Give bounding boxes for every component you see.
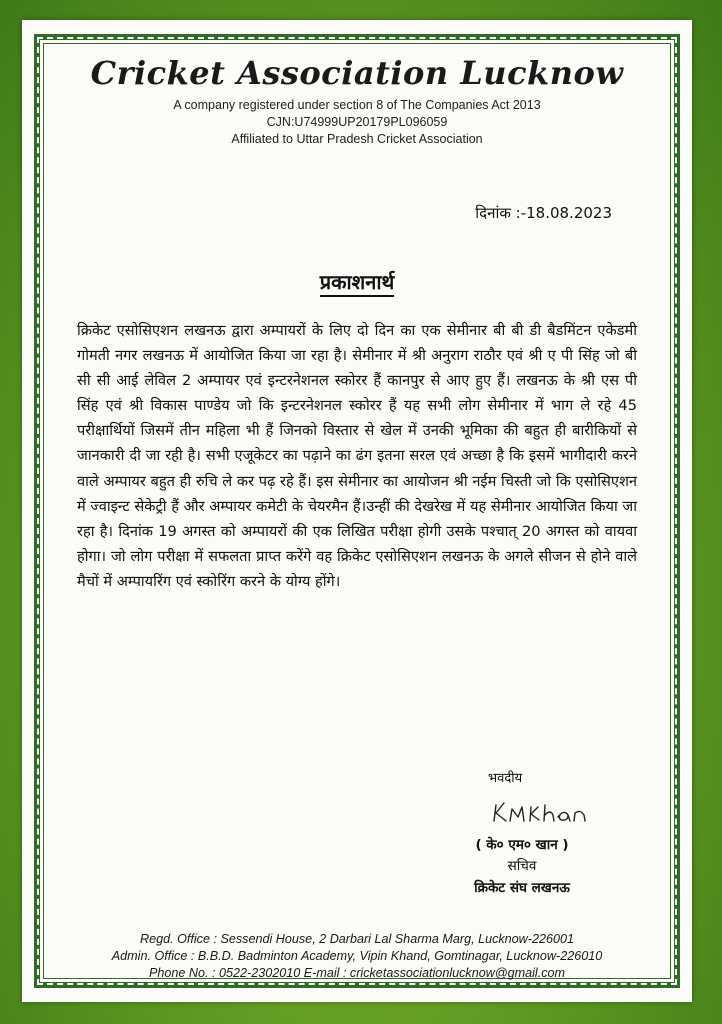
affiliation-line: Affiliated to Uttar Pradesh Cricket Association (231, 132, 483, 146)
cin-line: CJN:U74999UP20179PL096059 (266, 115, 448, 129)
letter-title (22, 268, 692, 295)
signatory-name: ( के० एम० खान ) (475, 837, 569, 853)
letter-title-text: प्रकाशनार्थ (320, 270, 395, 297)
handwritten-signature (488, 795, 598, 827)
footer-regd-office: Regd. Office : Sessendi House, 2 Darbari Lal Sharma Marg, Lucknow-226001 (139, 932, 574, 946)
letter-date: दिनांक :-18.08.2023 (475, 204, 612, 222)
signatory-designation: सचिव (507, 858, 537, 874)
letter-body: क्रिकेट एसोसिएशन लखनऊ द्वारा अम्पायरों के लिए दो दिन का एक सेमीनार बी बी डी बैडमिंटन एकेडमी गोमती नगर लखनऊ में आयोजित किया जा रहा है। सेमीनार में श्री अनुराग राठौर एवं श्री ए पी सिंह जो बी सी सी आई लेविल 2 अम्पायर एवं इन्टरनेशनल स्कोरर हैं कानपुर से आए हुए हैं। लखनऊ के श्री एस पी सिंह एवं श्री विकास पाण्डेय जो कि इन्टरनेशनल स्कोरर हैं यह सभी लोग सेमीनार में भाग ले रहे 45 परीक्षार्थियों जिसमें तीन महिला भी हैं जिनको विस्तार से खेल में उनकी भूमिका की बहुत ही बारीकियों से जानकारी दी जा रही है। सभी एजूकेटर का पढ़ाने का ढंग इतना सरल एवं अच्छा है कि इसमें भागीदारी करने वाले अम्पायर बहुत ही रुचि ले कर पढ़ रहे हैं। इस सेमीनार का आयोजन श्री नईम चिस्ती जो कि एसोसिएशन में ज्वाइन्ट सेकेट्री हैं और अम्पायर कमेटी के चेयरमैन हैं।उन्हीं की देखरेख में यह सेमीनार आयोजित किया जा रहा है। दिनांक 19 अगस्त को अम्पायरों की एक लिखित परीक्षा होगी उसके पश्चात् 20 अगस्त को वायवा होगा। जो लोग परीक्षा में सफलता प्राप्त करेंगे वह क्रिकेट एसोसिएशन लखनऊ के अगले सीजन से होने वाले मैचों में अम्पायरिंग एवं स्कोरिंग करने के योग्य होंगे। (77, 322, 637, 590)
closing: भवदीय (488, 771, 523, 786)
footer-admin-office: Admin. Office : B.B.D. Badminton Academy, Vipin Khand, Gomtinagar, Lucknow-226010 (111, 949, 603, 963)
signatory-org: क्रिकेट संघ लखनऊ (474, 880, 570, 896)
registration-line: A company registered under section 8 of The Companies Act 2013 (173, 98, 541, 112)
letter-page (22, 20, 692, 1002)
footer-contact: Phone No. : 0522-2302010 E-mail : cricketassociationlucknow@gmail.com (149, 966, 565, 980)
org-name: Cricket Association Lucknow (90, 54, 624, 92)
